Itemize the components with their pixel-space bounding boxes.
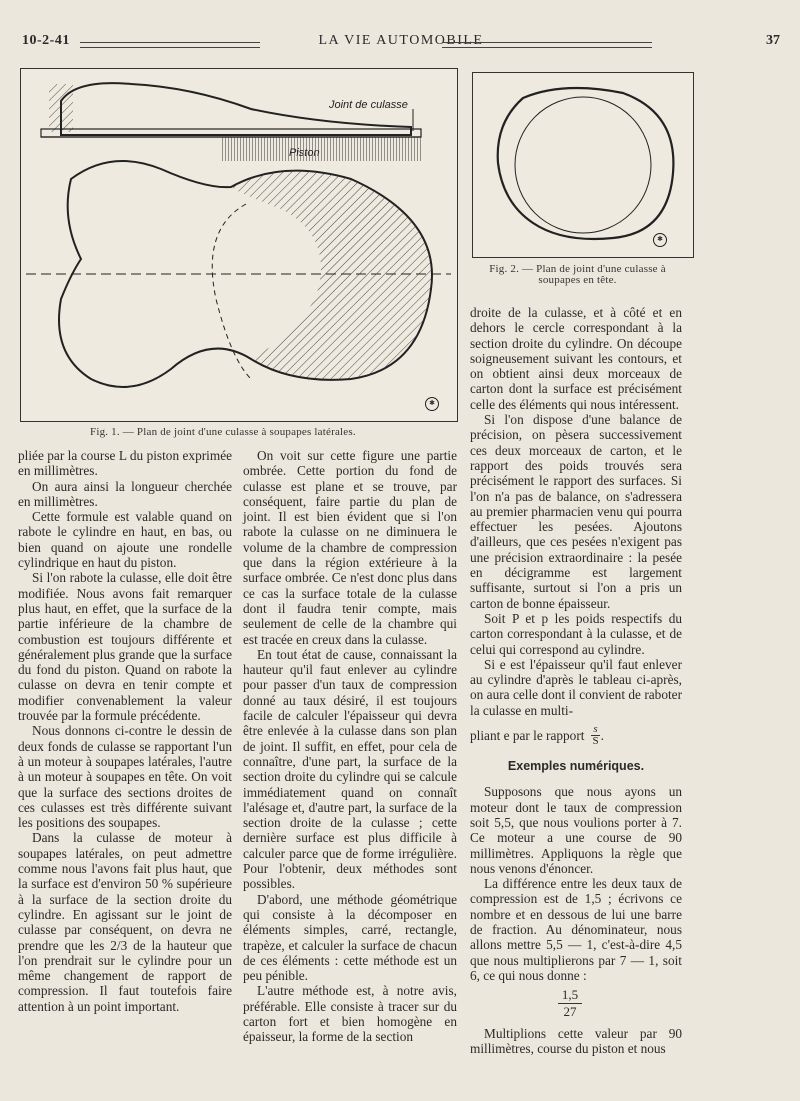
fraction-numerator: s (593, 723, 598, 736)
issue-date: 10-2-41 (22, 33, 70, 48)
paragraph: D'abord, une méthode géométrique qui consiste à la décomposer en éléments simples, carré, rectangle, trapèze, et calculer la surface de chacun de ces éléments : cette méthode est un peu pénible. (243, 891, 457, 984)
paragraph: Si e est l'épaisseur qu'il faut enlever au cylindre d'après le tableau ci-après, on aura celle dont il convient de raboter la culasse en multi- (470, 656, 682, 718)
example-fraction-numerator: 1,5 (558, 987, 582, 1004)
figure-2-caption-line-2: soupapes en tête. (538, 274, 617, 286)
ratio-text: pliant e par le rapport (470, 727, 585, 743)
figure-2-caption (470, 264, 685, 286)
publisher-stamp-icon-2: ✱ (653, 233, 667, 247)
label-piston: Piston (289, 147, 320, 159)
ratio-line: pliant e par le rapport $\frac{s}{S}$ . (470, 723, 604, 748)
magazine-title: LA VIE AUTOMOBILE (318, 33, 484, 48)
example-fraction-denominator: 27 (563, 1004, 577, 1020)
figure-2-caption-line-1: Fig. 2. — Plan de joint d'une culasse à (489, 263, 666, 275)
figure-2-cylinder-head-overhead-valves (472, 72, 694, 258)
paragraph: L'autre méthode est, à notre avis, préférable. Elle consiste à tracer sur du carton fort et bien homogène en épaisseur, la forme de la section (243, 983, 457, 1045)
text-column-3 (470, 305, 682, 1057)
paragraph: Soit P et p les poids respectifs du carton correspondant à la culasse, et de celui qui correspond au cylindre. (470, 610, 682, 657)
publisher-stamp-icon: ✱ (425, 397, 439, 411)
paragraph: Dans la culasse de moteur à soupapes latérales, on peut admettre comme nous l'avons fait plus haut, que la surface est d'environ 50 % supérieure à la surface de la section droite du cylindre. En agissant sur le joint de culasse par conséquent, on devra ne prendre que les 2/3 de la hauteur que l'on prendrait sur le cylindre pour un même changement de rapport de compression. Il faut toutefois faire attention à un point important. (18, 830, 232, 1014)
paragraph: En tout état de cause, connaissant la hauteur qu'il faut enlever au cylindre pour passer d'un taux de compression donné au taux désiré, il est toujours facile de calculer l'épaisseur qui devra être enlevée à la culasse dans son plan de joint. Il suffit, en effet, pour cela de connaître, d'une part, la surface de la section droite du cylindre qui se calcule immédiatement quand on connaît l'alésage et, d'autre part, la surface de la section droite de la culasse ; cette dernière surface est plus difficile à calculer parce que de forme irrégulière. Pour l'obtenir, deux méthodes sont possibles. (243, 646, 457, 892)
ratio-fraction (590, 724, 600, 747)
text-column-2 (243, 448, 457, 1045)
figure-2-drawing (473, 73, 693, 257)
fraction-denominator: S (592, 735, 599, 748)
figure-1-drawing (21, 69, 457, 421)
paragraph: Nous donnons ci-contre le dessin de deux fonds de culasse se rapportant l'un à un moteur à soupapes latérales, l'autre à un moteur à soupapes en tête. On voit que la surface des sections droites de ces culasses est très différente suivant les positions des soupapes. (18, 723, 232, 831)
header-rule-left (80, 42, 260, 48)
paragraph: On voit sur cette figure une partie ombrée. Cette portion du fond de culasse est plane et se trouve, par conséquent, faire partie du plan de joint. Il est bien évident que si l'on rabote la culasse on ne diminuera le volume de la chambre de compression que dans la région extérieure à la surface ombrée. Ce n'est donc plus dans ce cas la surface totale de la culasse dont il faudra tenir compte, mais seulement de celle de la chambre qui est tracée en creux dans la culasse. (243, 448, 457, 647)
figure-1-caption: Fig. 1. — Plan de joint d'une culasse à soupapes latérales. (90, 426, 356, 438)
paragraph: Supposons que nous ayons un moteur dont le taux de compression soit 5,5, que nous voulions porter à 7. Ce moteur a une course de 90 millimètres. Appliquons la règle que nous venons d'énoncer. (470, 784, 682, 876)
label-joint-de-culasse: Joint de culasse (329, 99, 408, 111)
paragraph: droite de la culasse, et à côté et en dehors le cercle correspondant à la section droite du cylindre. On découpe soigneusement suivant les contours, et on obtient ainsi deux morceaux de carton dont la surface est précisément celle des éléments qui nous intéressent. (470, 305, 682, 412)
header-rule-right (442, 42, 652, 48)
paragraph: Si l'on dispose d'une balance de précision, on pèsera successivement ces deux morceaux de carton, et le rapport des poids trouvés sera précisément le rapport des surfaces. Si l'on n'a pas de balance, on s'adressera au premier pharmacien venu qui pourra effectuer les pesées. Ajoutons d'ailleurs, que ces pesées n'exigent pas une précision extraordinaire : la pesée en décigramme est largement suffisante, surtout si l'on a pris un carton de bonne épaisseur. (470, 412, 682, 611)
paragraph: Cette formule est valable quand on rabote le cylindre en haut, en bas, ou bien quand on ajoute une rondelle cylindrique en haut du piston. (18, 509, 232, 571)
page-number: 37 (766, 33, 780, 48)
paragraph: Si l'on rabote la culasse, elle doit être modifiée. Nous avons fait remarquer plus haut, en effet, que la surface de la partie inférieure de la chambre de combustion est toujours différente et généralement plus grande que la surface du fond du piston. Quand on rabote la culasse on devra en tenir compte et modifier convenablement la valeur trouvée par la formule précédente. (18, 570, 232, 724)
figure-1-cylinder-head-side-valves (20, 68, 458, 422)
paragraph: Multiplions cette valeur par 90 millimètres, course du piston et nous (470, 1026, 682, 1057)
paragraph: On aura ainsi la longueur cherchée en millimètres. (18, 478, 232, 509)
paragraph: La différence entre les deux taux de compression est de 1,5 ; écrivons ce nombre et en dessous de lui une barre de fraction. Au dénominateur, nous allons mettre 5,5 — 1, c'est-à-dire 4,5 que nous multiplierons par 7 — 1, soit 6, ce qui nous donne : (470, 876, 682, 983)
text-column-1 (18, 448, 232, 1014)
paragraph: pliée par la course L du piston exprimée en millimètres. (18, 448, 232, 479)
section-heading: Exemples numériques. (507, 759, 645, 774)
example-fraction (550, 987, 590, 1020)
